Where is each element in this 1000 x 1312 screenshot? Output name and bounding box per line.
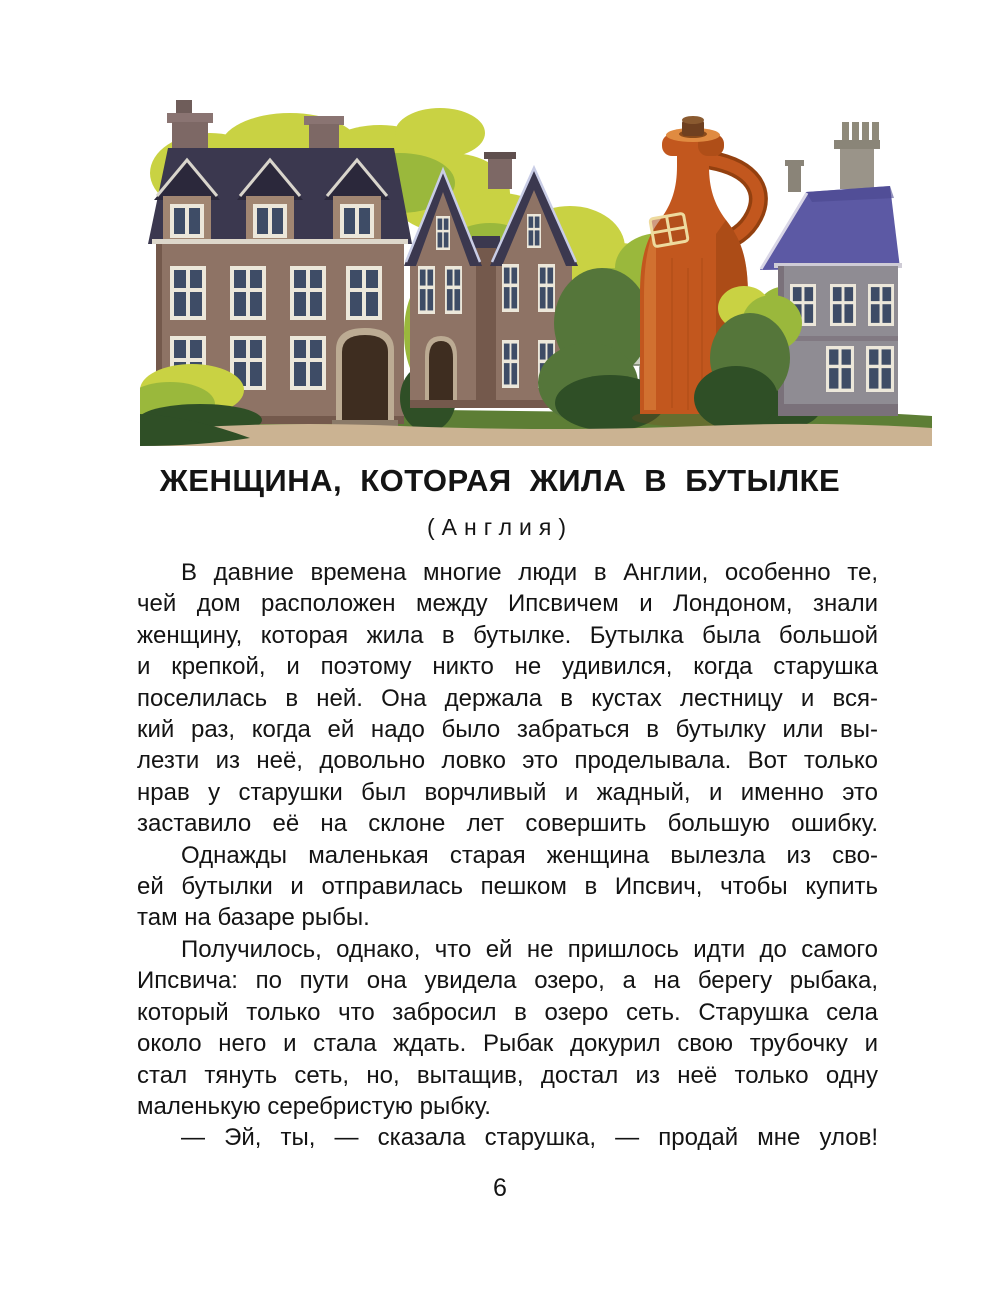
story-line: поселилась в ней. Она держала в кустах лестницу и вся-: [137, 684, 878, 712]
story-line: Ипсвича: по пути она увидела озеро, а на берегу рыбака,: [137, 967, 878, 995]
story-line: нрав у старушки был ворчливый и жадный, и именно это: [137, 778, 878, 806]
story-line: стал тянуть сеть, но, вытащив, достал из неё только одну: [137, 1061, 878, 1089]
story-line: Получилось, однако, что ей не пришлось идти до самого: [181, 935, 878, 963]
story-line: женщину, которая жила в бутылке. Бутылка была большой: [137, 621, 878, 649]
story-line: маленькую серебристую рыбку.: [137, 1092, 491, 1120]
story-line: — Эй, ты, — сказала старушка, — продай мне улов!: [181, 1124, 878, 1152]
story-text: [137, 557, 878, 1154]
story-subtitle: (Англия): [427, 514, 573, 540]
story-line: В давние времена многие люди в Англии, особенно те,: [181, 559, 878, 586]
story-line: который только что забросил в озеро сеть. Старушка села: [137, 998, 878, 1026]
story-line: кий раз, когда ей надо было забраться в бутылку или вы-: [137, 716, 878, 744]
story-line: ей бутылки и отправилась пешком в Ипсвич, чтобы купить: [137, 873, 878, 901]
page-number: 6: [493, 1174, 507, 1202]
story-title: ЖЕНЩИНА, КОТОРАЯ ЖИЛА В БУТЫЛКЕ: [159, 463, 841, 498]
story-line: и крепкой, и поэтому никто не удивился, когда старушка: [137, 653, 878, 681]
story-line: лезти из неё, довольно ловко это проделывала. Вот только: [137, 747, 878, 775]
story-line: около него и стала ждать. Рыбак докурил свою трубочку и: [137, 1030, 878, 1058]
story-line: там на базаре рыбы.: [137, 904, 370, 932]
street-illustration: [140, 98, 932, 446]
story-line: чей дом расположен между Ипсвичем и Лондоном, знали: [137, 590, 878, 618]
story-line: заставило её на склоне лет совершить большую ошибку.: [137, 810, 878, 838]
story-line: Однажды маленькая старая женщина вылезла из сво-: [181, 841, 878, 869]
